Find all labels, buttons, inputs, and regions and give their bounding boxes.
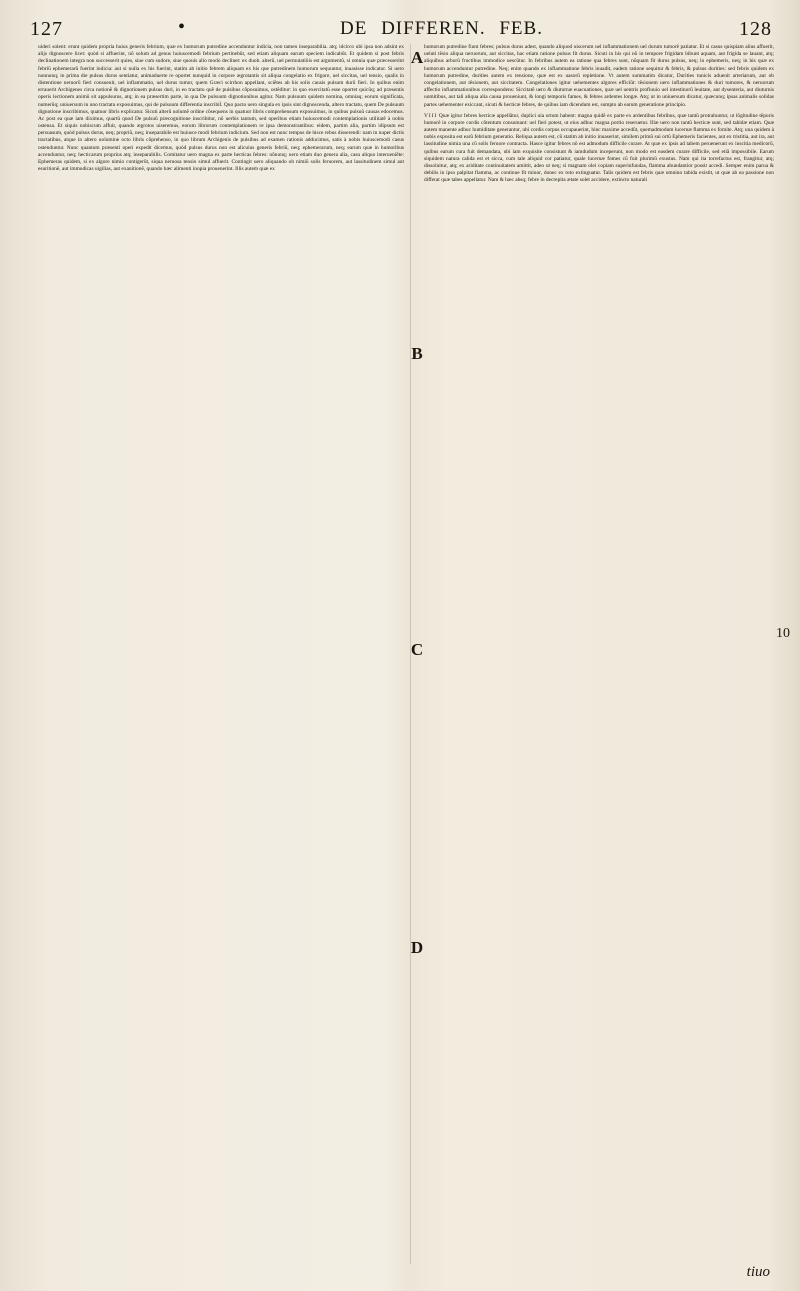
section-marker-a: A — [410, 48, 424, 67]
right-column-text-2: Quæ igitur febres hecticæ appellãtur, duplici uia ortum habent: magna quidẽ ex parte ex ardentibus febribus, quæ tantũ protrahuntur, ut lõgitudine tẽporis humorẽ in corpore cordis cõtentum consumant: uel fieri potest, ut eius adhuc magna portio reseruetur. Illæ uero non tantũ hecticæ sunt, sed tabidæ etiam. Quæ autem manente adhuc humiditate generantur, ubi cordis corpus occupauerint, hinc maxime accedũt, quemadmodum lucernæ flamma ex fomite. Atq; una quidem à nobis exposita est earũ febrium generatio. Reliqua autem est, cũ statim ab initio inuaserint, similem primũ sui ortũ Ephemeris facientes, aut ex tristitia, aut ira, aut lassitudine nimia una cũ solis feruore contracta. Hasce igitur febres nõ est admodum difficile curare. At quæ ex ipsis ad tabem peruenerunt ex inscitia medicorũ, quibus earum cura fuit demandata, ubi iam exquisite consistunt & iamdudum inceperunt, non modo est easdem curare difficile, sed etiã impossibile. Earum siquidem natura calida est et sicca, cum tale aliquid cor patiatur, quale lucernæ fomes cũ fuit plurimũ exustus. Nam qui ita torrefactus est, frangitur, atq; dissoluitur, atq; ex ariditate continuitatem amittit, adeo ut neq; si magnam olei copiam superinfundas, flamma abundantior possit accedi. Semper enim parua & debilis in ipso palpitat flamma, ac continue fit minor, donec ex toto extinguatur. Talis quidem est febris quæ omnino tabida existit, ut quæ ab ea passione non differat quæ tabes appellatur. Nam & hæc absq; febre in decrepita ætate solet accidere, extincto naturali — [424, 112, 774, 184]
chapter-numeral: VIII — [424, 112, 438, 119]
header-ornament: • — [178, 16, 187, 38]
catchword: tiuo — [746, 1264, 770, 1280]
margin-line-number: 10 — [776, 626, 790, 641]
section-marker-d: D — [410, 938, 424, 957]
running-title: DE DIFFEREN. FEB. — [340, 18, 543, 39]
left-column-text: uideri solent: erunt quidem propria huius generis febrium, quæ ex humorum putredine accenduntur indicia, non tamen inseparabilia. atq; idcirco ubi ipsa non adsint ex alijs dignoscere licet: quòd si affuerint, nõ solum ad genus huiuscemodi febrium pertinebũt, sed etiam aliquam earum speciem indicabũt. Et quidem si post febris declinationem integra non successerit quies, siue cum sudore, siue quouis alio modo declinet: ex duob. alterũ, uel permutatiõis est argumentũ, si omnia quæ præcesserint febriũ ephemerarũ fuerint indicia: aut si nulla ex his fuerint, statim ab initio febrem aliquam ex his que putredinem humorum sequuntur, inuasisse indicatur. Si uero nonnunq; in prima die pulsus durus sentiatur, animaduerte re oportet nunquid in corpore ægrotantis sit aliqua congelatio ex frigore, uel siccitas, uel tensio, qualis in distentione neruorũ fieri consueuit, uel inflammatio, uel durus tumor, quem Græci scirrhon appellant, sciẽtes ab his solis causis pulsum durũ fieri. In quibus enim errauerit Archigenes circa notionẽ & dignotionem pulsus duri, in eo tractatu quẽ de pulsibus cõposuimus, ostẽditur: in quo exercitatũ esse oportet quicũq; ad præsentis operis lectionem animũ sit appulsurus, atq; in ea præsertim parte, in qua De pulsuum dignotionibus agitur. Nam pulsuum quidem nomina, omniaq; eorum significata, numerũq; uniuersum in uno tractatu exposuimus, qui de pulsuum differentia inscribit̃. Quo pacto uero singula ex ipsis sint dignoscenda, altero tractatu, quem De pulsuum dignotione inscribimus, quatuor libris explicatur. Sicuti alterũ uolumẽ ordine cõsequens in quatuor libris comprehensum exposuimus, in quibus pulsuũ causas edocemus. Ac post ea quæ iam diximus, quartũ quod De pulsuũ præcognitione inscribitur, nõ uerbis tantum, sed operibus etiam huiuscemodi contemplationis utilitatẽ à nobis ostensa. Et siquis nobiscum affuit, quando ægrotos uiseremus, eorum librorum contemplationem re ipsa demonstrantibus: eidem, partim alia, partim idipsum est persuasum, quòd pulsus durus, neq; propriũ, neq; inseparabile est huiusce modi febrium indicium. Sed non est nunc tempus de hisce rebus disserendi: nam in nuper dictis tractatibus, atque in altero uolumine octo libris cõprehenso, in quo librum Archigenis de pulsibus ad examen rationis adducimus, satis à nobis huiuscemodi casus ostenduntur. Nunc quantum præsenti operi expedit dicemus, quòd pulsus durus non est alicuius generis febriũ, neq; ephemerarum, neq; earum quæ in humoribus accenduntur, neq; hecticarum proprius atq; inseparabilis. Comitatur uero magna ex parte hecticas febres: nõnunq; uero etiam duo genera alia, casu aliquo interueniẽte: Ephemeras quidem, si ex algore nimio contigerũt, siqua neruosa tensio simul affuerit. Contingit uero aliquando ob nimiũ solis feruorem, aut lassitudinem simul aut esuritionẽ, aut immodicas uigilias, aut exanitionẽ, quando hæc alimenti inopia prouenerint. Illis autem quæ ex — [38, 44, 404, 173]
left-column — [38, 44, 404, 1276]
right-column — [424, 44, 774, 1276]
page-number-right: 128 — [739, 18, 772, 40]
chapter-paragraph — [424, 113, 774, 185]
running-header — [30, 14, 772, 44]
page-number-left: 127 — [30, 18, 63, 40]
section-marker-c: C — [410, 640, 424, 659]
section-marker-b: B — [411, 344, 423, 363]
right-column-text-1: humorum putredine fiunt febres; pulsus durus adest, quando aliquod uiscerum uel inflammationem uel durum tumorẽ patiatur. Et si casus quispiam alius affuerit, ueluti tẽsio aliqua neruorum, aut siccitas, hac etiam ratione pulsus fit durus. Sicuti in his qui nõ in tempore frigidam bibunt aquam, aut frigida se lauant, atq; aliquibus arborũ fructibus immodice uescũtur. In febribus autem ea ratione qua febres sunt, nũquam fit durus pulsus, neq; in ephemeris, neq; in his quæ ex humorum accenduntur putredine. Neq; enim quando ex inflammatione febris inuadit, eadem ratione sequitur & febris, & pulsus durities: sed febris quidem ex humorum putredine, durities autem ex tensione, quæ est ex uasorũ repletione. Vt autem summatim dicatur, Durities tunicis aduenit arteriarum, aut ob congelationem, aut tẽsionem, aut siccitatem. Congelationes igitur uehementes algores efficiũt: tẽsionem uero inflammationes & duri tumores, & neruorum affectio inflammationibus correspondens: Siccitatẽ uero & diuturnæ euacuationes, quæ uel uentris profluuio uel intestinorũ leuitate, aut dysenteria, aut diuturnis uomitibus, aut tali aliqua alia causa proueniunt, & longi temporis fames, & febres ardentes longæ. Atq; ut in uniuersum dicatur, quæcunq; ipsas animalis solidas partes uehementer exiccant, sicuti & hecticæ febres, de quibus iam dicendum est, sumpto ab earum generatione principio. — [424, 44, 774, 108]
